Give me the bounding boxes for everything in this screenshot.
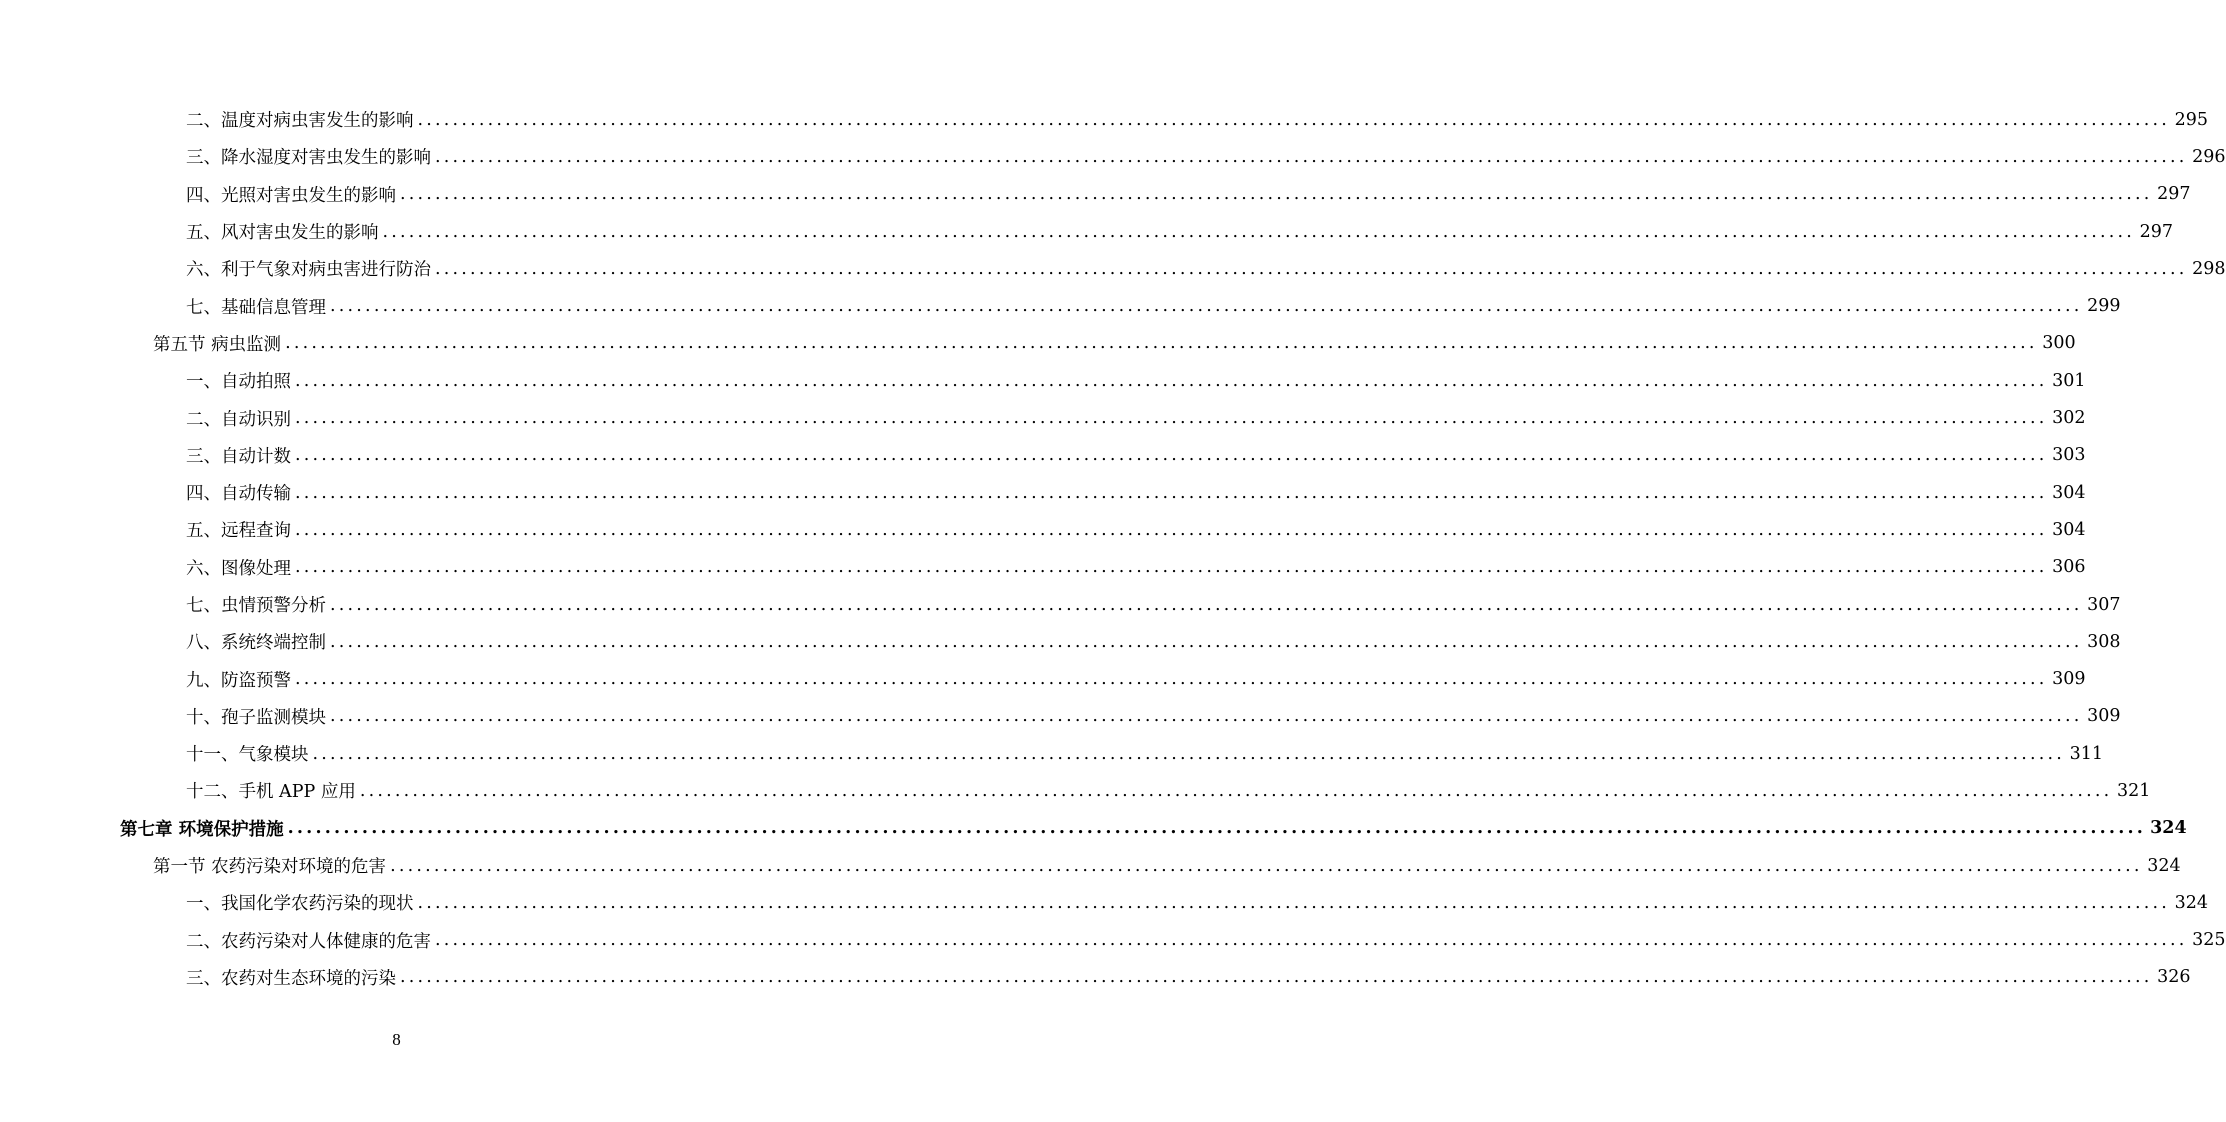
toc-entry-title: 第五节 病虫监测 bbox=[153, 334, 282, 355]
toc-leader-dots: ........................................................................................................................................................................................................ bbox=[295, 519, 2048, 540]
toc-entry-page: 309 bbox=[2087, 706, 2121, 727]
toc-leader-dots: ........................................................................................................................................................................................................ bbox=[287, 818, 2147, 839]
toc-leader-dots: ........................................................................................................................................................................................................ bbox=[417, 109, 2171, 130]
toc-leader-dots: ........................................................................................................................................................................................................ bbox=[295, 445, 2048, 466]
toc-leader-dots: ........................................................................................................................................................................................................ bbox=[285, 333, 2038, 354]
toc-leader-dots: ........................................................................................................................................................................................................ bbox=[330, 594, 2083, 615]
toc-entry-page: 321 bbox=[2116, 780, 2151, 801]
toc-item-entry[interactable] bbox=[0, 362, 2086, 399]
toc-entry-page: 297 bbox=[2139, 221, 2174, 242]
toc-entry-title: 二、温度对病虫害发生的影响 bbox=[186, 111, 414, 132]
toc-leader-dots: ........................................................................................................................................................................................................ bbox=[330, 706, 2083, 727]
toc-entry-title: 一、自动拍照 bbox=[186, 372, 291, 393]
toc-leader-dots: ........................................................................................................................................................................................................ bbox=[359, 780, 2113, 801]
toc-entry-title: 三、自动计数 bbox=[186, 446, 291, 467]
toc-leader-dots: ........................................................................................................................................................................................................ bbox=[330, 631, 2083, 652]
toc-item-entry[interactable] bbox=[0, 213, 2174, 250]
toc-entry-page: 309 bbox=[2052, 669, 2086, 690]
toc-entry-page: 307 bbox=[2087, 594, 2121, 615]
toc-item-entry[interactable] bbox=[0, 549, 2086, 586]
toc-entry-page: 308 bbox=[2087, 631, 2121, 652]
toc-item-entry[interactable] bbox=[0, 511, 2086, 548]
toc-item-entry[interactable] bbox=[0, 922, 2226, 959]
toc-leader-dots: ........................................................................................................................................................................................................ bbox=[295, 482, 2048, 503]
toc-entry-page: 297 bbox=[2157, 184, 2191, 205]
toc-entry-title: 四、光照对害虫发生的影响 bbox=[186, 185, 396, 206]
toc-item-entry[interactable] bbox=[0, 884, 2209, 921]
toc-section-entry[interactable] bbox=[0, 847, 2181, 884]
toc-leader-dots: ........................................................................................................................................................................................................ bbox=[435, 146, 2188, 167]
toc-leader-dots: ........................................................................................................................................................................................................ bbox=[435, 930, 2188, 951]
toc-item-entry[interactable] bbox=[0, 437, 2086, 474]
toc-item-entry[interactable] bbox=[0, 399, 2086, 436]
toc-entry-title: 第一节 农药污染对环境的危害 bbox=[153, 857, 387, 878]
toc-entry-page: 301 bbox=[2052, 370, 2086, 391]
toc-item-entry[interactable] bbox=[0, 176, 2191, 213]
toc-entry-title: 二、自动识别 bbox=[186, 409, 291, 430]
toc-leader-dots: ........................................................................................................................................................................................................ bbox=[382, 221, 2136, 242]
toc-entry-title: 二、农药污染对人体健康的危害 bbox=[186, 931, 431, 952]
toc-leader-dots: ........................................................................................................................................................................................................ bbox=[400, 184, 2153, 205]
toc-leader-dots: ........................................................................................................................................................................................................ bbox=[400, 967, 2153, 988]
toc-entry-page: 304 bbox=[2052, 519, 2086, 540]
toc-entry-page: 304 bbox=[2052, 482, 2086, 503]
toc-item-entry[interactable] bbox=[0, 474, 2086, 511]
toc-entry-title: 四、自动传输 bbox=[186, 484, 291, 505]
toc-entry-title: 七、基础信息管理 bbox=[186, 297, 326, 318]
toc-entry-page: 324 bbox=[2147, 855, 2181, 876]
toc-item-entry[interactable] bbox=[0, 735, 2104, 772]
toc-entry-title: 七、虫情预警分析 bbox=[186, 596, 326, 616]
toc-entry-title: 五、远程查询 bbox=[186, 521, 291, 542]
toc-entry-title: 五、风对害虫发生的影响 bbox=[186, 223, 379, 244]
page-number: 8 bbox=[392, 1030, 401, 1049]
toc-item-entry[interactable] bbox=[0, 250, 2226, 287]
toc-item-entry[interactable] bbox=[0, 698, 2121, 735]
toc-entry-page: 303 bbox=[2052, 445, 2086, 466]
toc-leader-dots: ........................................................................................................................................................................................................ bbox=[330, 296, 2083, 317]
toc-leader-dots: ........................................................................................................................................................................................................ bbox=[295, 370, 2048, 391]
toc-entry-title: 十二、手机 APP 应用 bbox=[186, 782, 356, 803]
toc-item-entry[interactable] bbox=[0, 287, 2121, 324]
toc-entry-title: 三、农药对生态环境的污染 bbox=[186, 968, 396, 989]
toc-item-entry[interactable] bbox=[0, 772, 2151, 809]
table-of-contents bbox=[0, 101, 2226, 996]
toc-item-entry[interactable] bbox=[0, 138, 2226, 175]
toc-entry-title: 一、我国化学农药污染的现状 bbox=[186, 894, 414, 915]
toc-entry-page: 326 bbox=[2157, 967, 2191, 988]
toc-entry-page: 324 bbox=[2150, 818, 2187, 839]
toc-leader-dots: ........................................................................................................................................................................................................ bbox=[312, 743, 2066, 764]
toc-entry-page: 302 bbox=[2052, 408, 2086, 429]
toc-leader-dots: ........................................................................................................................................................................................................ bbox=[417, 892, 2171, 913]
toc-entry-title: 十一、气象模块 bbox=[186, 745, 309, 766]
toc-entry-title: 三、降水湿度对害虫发生的影响 bbox=[186, 148, 431, 169]
toc-entry-page: 306 bbox=[2052, 557, 2086, 578]
toc-entry-page: 298 bbox=[2192, 258, 2226, 279]
toc-entry-page: 300 bbox=[2042, 333, 2076, 354]
toc-entry-page: 325 bbox=[2192, 930, 2226, 951]
toc-leader-dots: ........................................................................................................................................................................................................ bbox=[295, 557, 2048, 578]
toc-item-entry[interactable] bbox=[0, 959, 2191, 996]
toc-leader-dots: ........................................................................................................................................................................................................ bbox=[435, 258, 2188, 279]
toc-entry-title: 第七章 环境保护措施 bbox=[120, 819, 284, 840]
toc-chapter-entry[interactable] bbox=[0, 810, 2187, 847]
toc-leader-dots: ........................................................................................................................................................................................................ bbox=[390, 855, 2143, 876]
toc-leader-dots: ........................................................................................................................................................................................................ bbox=[295, 669, 2048, 690]
toc-item-entry[interactable] bbox=[0, 623, 2121, 660]
toc-item-entry[interactable] bbox=[0, 586, 2121, 623]
toc-entry-title: 六、利于气象对病虫害进行防治 bbox=[186, 260, 431, 281]
toc-entry-title: 九、防盗预警 bbox=[186, 670, 291, 691]
toc-entry-page: 324 bbox=[2174, 892, 2209, 913]
toc-entry-page: 295 bbox=[2174, 109, 2209, 130]
toc-entry-page: 311 bbox=[2069, 743, 2104, 764]
toc-item-entry[interactable] bbox=[0, 660, 2086, 697]
toc-entry-title: 十、孢子监测模块 bbox=[186, 707, 326, 728]
toc-entry-title: 八、系统终端控制 bbox=[186, 633, 326, 654]
toc-item-entry[interactable] bbox=[0, 101, 2209, 138]
toc-entry-page: 296 bbox=[2192, 146, 2226, 167]
toc-section-entry[interactable] bbox=[0, 325, 2076, 362]
toc-entry-page: 299 bbox=[2087, 296, 2121, 317]
toc-entry-title: 六、图像处理 bbox=[186, 558, 291, 579]
toc-leader-dots: ........................................................................................................................................................................................................ bbox=[295, 408, 2048, 429]
